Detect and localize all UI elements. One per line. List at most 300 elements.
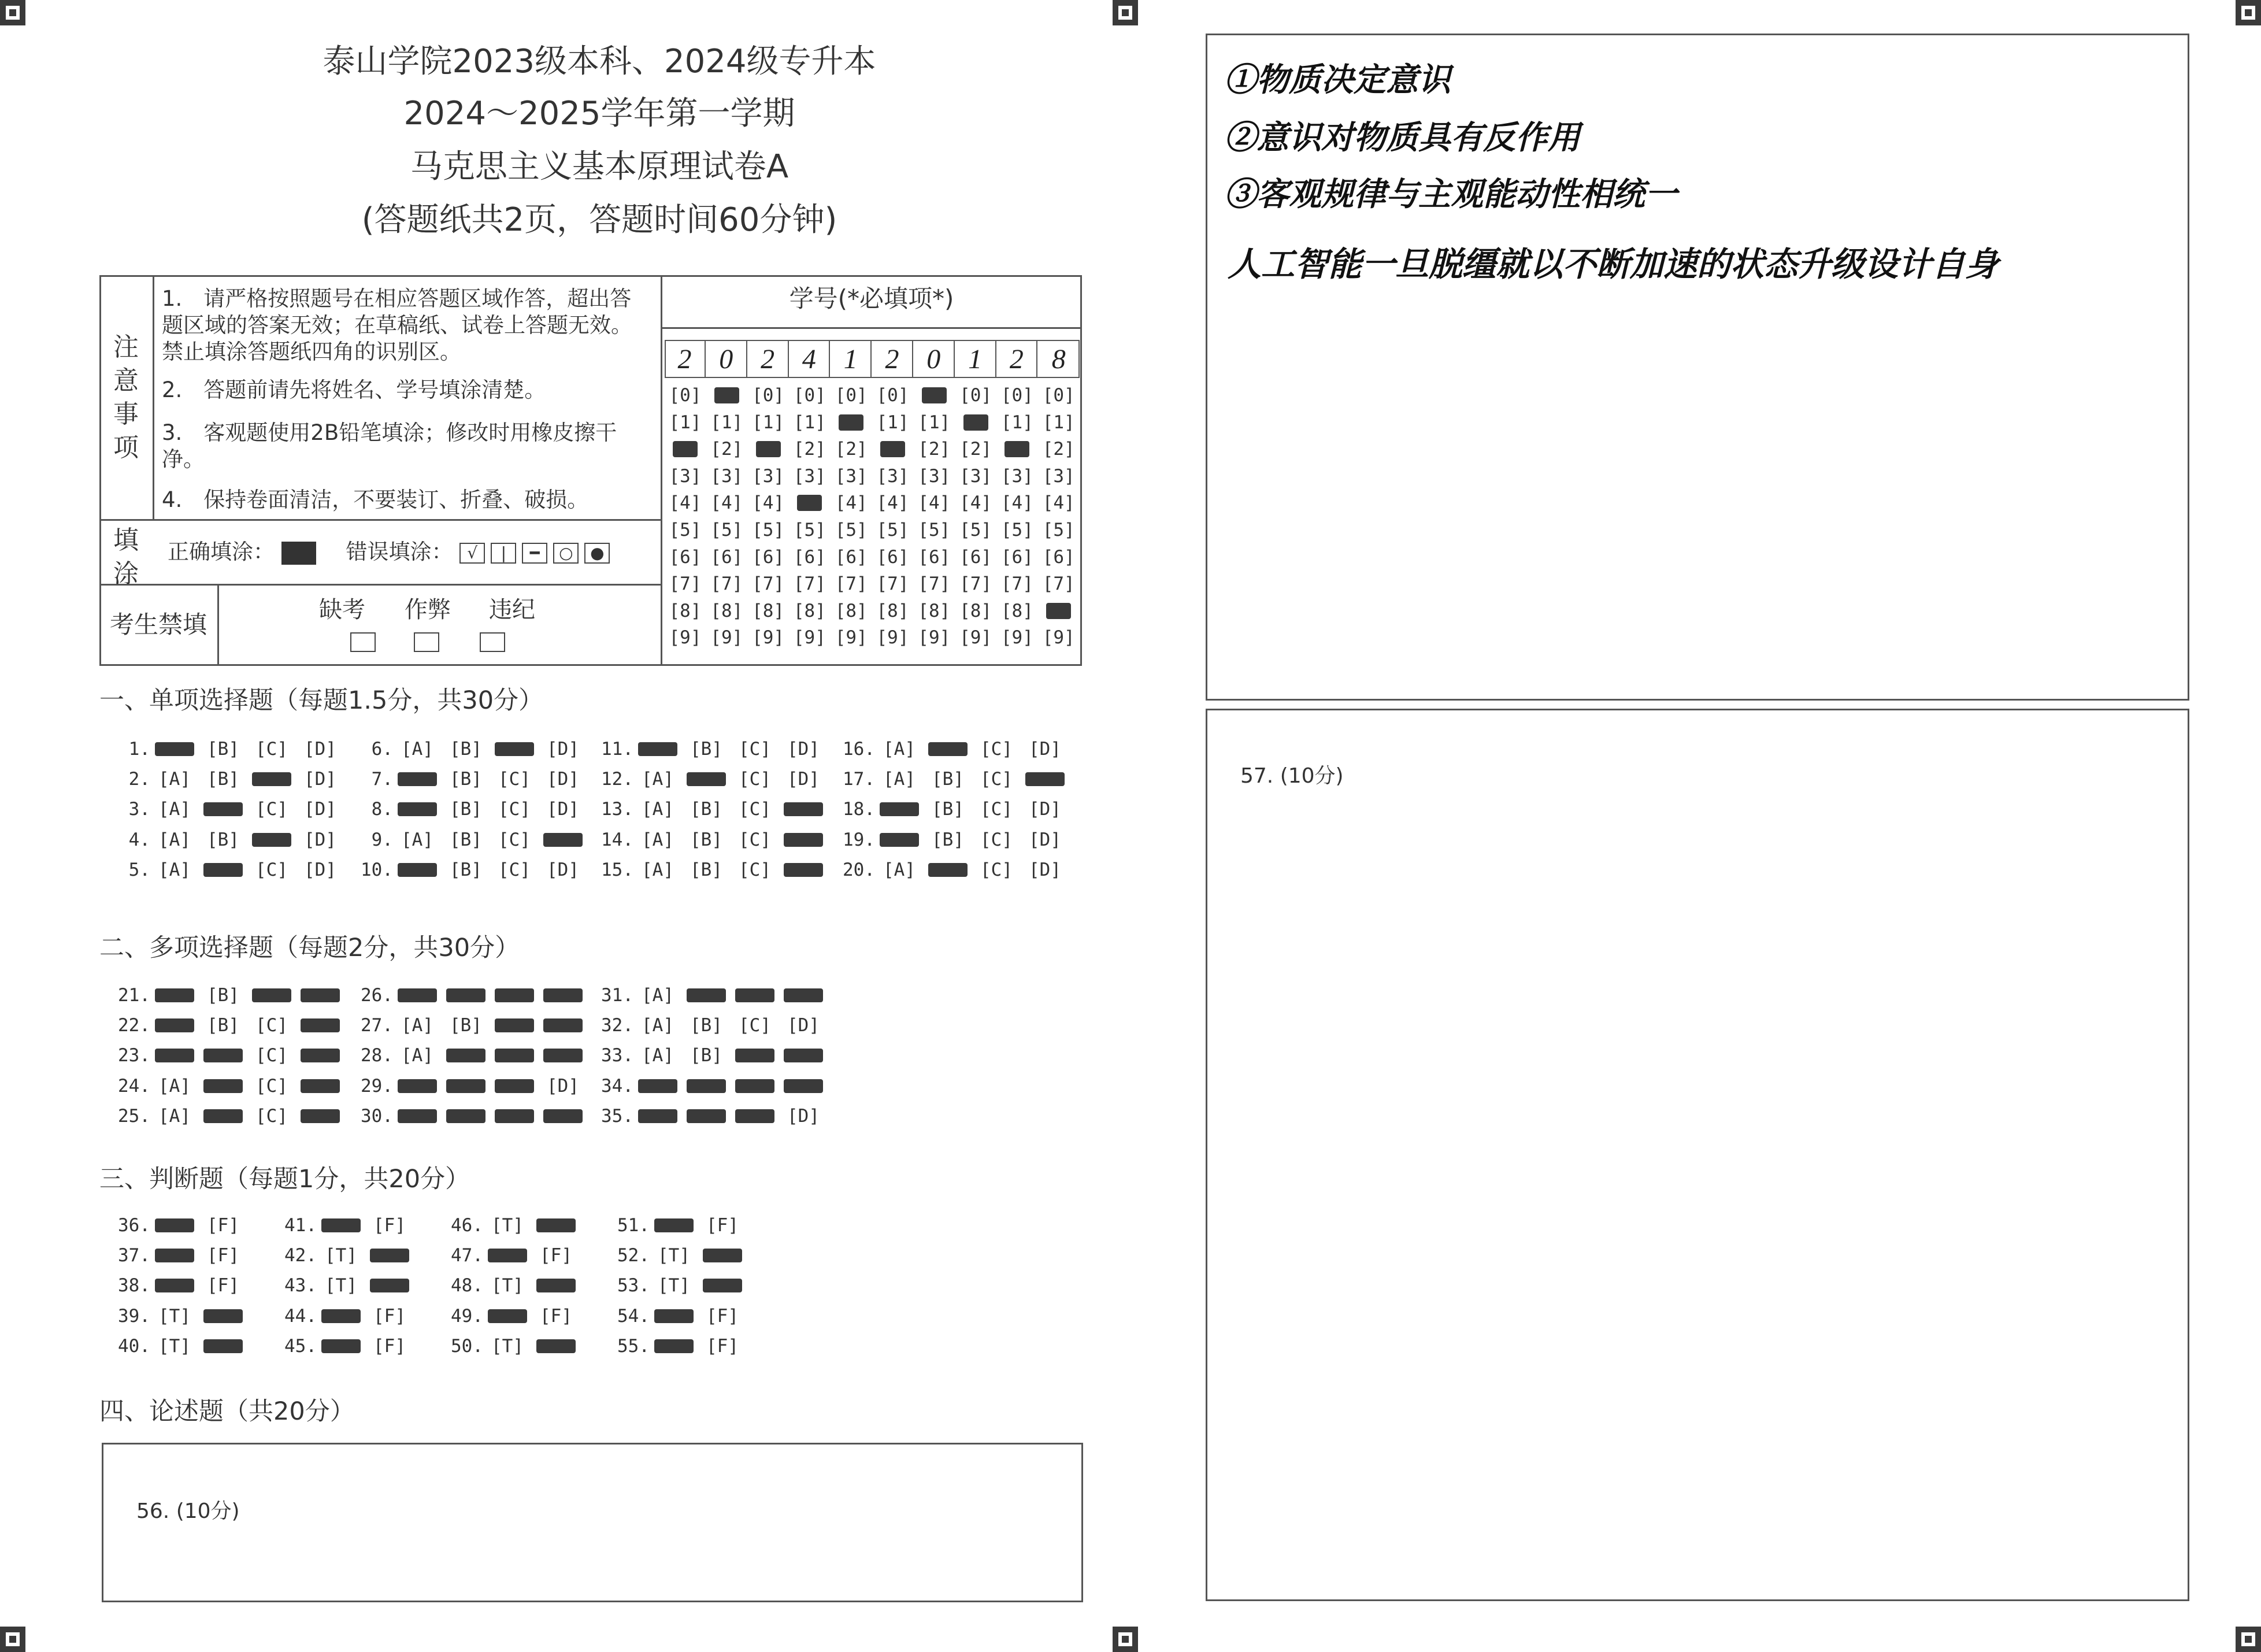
answer-bubble[interactable] bbox=[490, 984, 539, 1007]
answer-bubble[interactable] bbox=[199, 1105, 247, 1128]
student-id-bubble[interactable]: [3] bbox=[710, 465, 743, 487]
student-id-bubble[interactable] bbox=[706, 384, 747, 407]
student-id-bubble[interactable]: [1] bbox=[710, 412, 743, 433]
answer-bubble[interactable] bbox=[317, 1305, 365, 1328]
answer-bubble[interactable] bbox=[199, 858, 247, 881]
student-id-bubble[interactable] bbox=[789, 491, 830, 514]
student-id-bubble[interactable]: [9] bbox=[835, 627, 868, 649]
student-id-bubble[interactable]: [9] bbox=[876, 627, 909, 649]
student-id-bubble[interactable]: [4] bbox=[1042, 492, 1075, 514]
student-id-bubble[interactable]: [9] bbox=[1042, 627, 1075, 649]
student-id-bubble[interactable] bbox=[1038, 599, 1079, 623]
answer-bubble[interactable] bbox=[682, 1075, 731, 1098]
answer-bubble[interactable] bbox=[698, 1274, 747, 1297]
student-id-bubble[interactable]: [5] bbox=[793, 520, 826, 540]
student-id-bubble[interactable]: [0] bbox=[752, 385, 785, 406]
answer-bubble[interactable] bbox=[875, 798, 924, 821]
student-id-bubble[interactable]: [6] bbox=[793, 546, 826, 568]
answer-bubble[interactable]: [C] bbox=[498, 769, 531, 790]
answer-bubble[interactable]: [D] bbox=[1029, 799, 1061, 820]
answer-bubble[interactable] bbox=[247, 768, 296, 791]
answer-bubble[interactable] bbox=[393, 1075, 442, 1098]
answer-bubble[interactable] bbox=[365, 1244, 414, 1267]
answer-bubble[interactable] bbox=[442, 984, 490, 1007]
student-id-bubble[interactable]: [6] bbox=[1042, 546, 1075, 568]
answer-bubble[interactable]: [A] bbox=[642, 985, 674, 1006]
answer-bubble[interactable]: [C] bbox=[739, 859, 771, 880]
answer-bubble[interactable] bbox=[633, 738, 682, 761]
answer-bubble[interactable] bbox=[779, 1075, 828, 1098]
student-id-bubble[interactable]: [4] bbox=[918, 492, 951, 514]
answer-bubble[interactable] bbox=[682, 1105, 731, 1128]
student-id-bubble[interactable]: [9] bbox=[959, 627, 992, 649]
answer-bubble[interactable]: [A] bbox=[158, 1105, 191, 1127]
answer-bubble[interactable] bbox=[633, 1105, 682, 1128]
student-id-bubble[interactable]: [3] bbox=[876, 465, 909, 487]
student-id-bubble[interactable]: [1] bbox=[876, 412, 909, 433]
answer-bubble[interactable]: [B] bbox=[932, 769, 964, 790]
answer-bubble[interactable]: [A] bbox=[158, 859, 191, 880]
answer-bubble[interactable]: [C] bbox=[255, 859, 288, 880]
answer-bubble[interactable]: [B] bbox=[932, 829, 964, 850]
answer-bubble[interactable]: [B] bbox=[207, 1015, 239, 1036]
answer-bubble[interactable]: [A] bbox=[401, 1015, 433, 1036]
student-id-bubble[interactable]: [7] bbox=[793, 573, 826, 595]
answer-bubble[interactable]: [D] bbox=[304, 769, 336, 790]
answer-bubble[interactable]: [D] bbox=[787, 769, 820, 790]
answer-bubble[interactable]: [C] bbox=[255, 1105, 288, 1127]
student-id-bubble[interactable]: [2] bbox=[710, 439, 743, 460]
answer-bubble[interactable]: [F] bbox=[706, 1335, 739, 1357]
student-id-bubble[interactable]: [8] bbox=[1000, 600, 1033, 621]
student-id-digit: 2 bbox=[748, 341, 789, 378]
answer-bubble[interactable]: [D] bbox=[547, 739, 579, 760]
forbidden-cheat-box[interactable] bbox=[414, 632, 439, 652]
answer-bubble[interactable] bbox=[150, 1244, 199, 1267]
answer-bubble[interactable] bbox=[365, 1274, 414, 1297]
student-id-bubble[interactable]: [1] bbox=[793, 412, 826, 433]
answer-bubble[interactable]: [C] bbox=[739, 1015, 771, 1036]
answer-bubble[interactable] bbox=[393, 858, 442, 881]
answer-bubble[interactable]: [C] bbox=[255, 1045, 288, 1066]
answer-bubble[interactable] bbox=[150, 984, 199, 1007]
question-row bbox=[344, 768, 587, 791]
answer-bubble[interactable] bbox=[317, 1214, 365, 1237]
student-id-bubble[interactable]: [8] bbox=[918, 600, 951, 621]
answer-bubble[interactable]: [F] bbox=[540, 1245, 572, 1266]
student-id-bubble[interactable]: [0] bbox=[959, 385, 992, 406]
answer-bubble[interactable]: [F] bbox=[540, 1305, 572, 1327]
answer-bubble[interactable] bbox=[539, 1105, 587, 1128]
student-id-bubble[interactable]: [7] bbox=[1042, 573, 1075, 595]
answer-bubble[interactable]: [B] bbox=[207, 769, 239, 790]
forbidden-cheat: 作弊 bbox=[405, 597, 451, 623]
student-id-bubble[interactable]: [5] bbox=[752, 520, 785, 540]
forbidden-violation-box[interactable] bbox=[480, 632, 505, 652]
answer-bubble[interactable] bbox=[150, 738, 199, 761]
answer-bubble[interactable] bbox=[296, 984, 344, 1007]
answer-bubble[interactable]: [F] bbox=[373, 1335, 406, 1357]
student-id-bubble[interactable]: [9] bbox=[1000, 627, 1033, 649]
answer-bubble[interactable] bbox=[539, 1014, 587, 1037]
answer-bubble[interactable] bbox=[779, 828, 828, 851]
answer-bubble[interactable]: [B] bbox=[690, 1015, 722, 1036]
answer-bubble[interactable]: [C] bbox=[255, 799, 288, 820]
student-id-bubble[interactable]: [9] bbox=[752, 627, 785, 649]
student-id-digit: 1 bbox=[955, 341, 996, 378]
student-id-bubble[interactable]: [7] bbox=[1000, 573, 1033, 595]
answer-bubble[interactable] bbox=[924, 858, 972, 881]
answer-bubble[interactable] bbox=[539, 828, 587, 851]
student-id-bubble[interactable]: [7] bbox=[918, 573, 951, 595]
student-id-bubble[interactable]: [6] bbox=[835, 546, 868, 568]
answer-bubble[interactable]: [B] bbox=[690, 859, 722, 880]
answer-bubble[interactable] bbox=[698, 1244, 747, 1267]
answer-bubble[interactable] bbox=[650, 1305, 698, 1328]
answer-bubble[interactable] bbox=[490, 1014, 539, 1037]
answer-bubble[interactable] bbox=[150, 1014, 199, 1037]
answer-bubble[interactable] bbox=[247, 828, 296, 851]
answer-bubble[interactable] bbox=[490, 1075, 539, 1098]
answer-bubble[interactable]: [C] bbox=[980, 829, 1013, 850]
student-id-bubble[interactable]: [0] bbox=[1000, 385, 1033, 406]
answer-bubble[interactable]: [A] bbox=[883, 859, 915, 880]
answer-bubble[interactable]: [B] bbox=[690, 739, 722, 760]
answer-bubble[interactable]: [C] bbox=[739, 829, 771, 850]
answer-bubble[interactable]: [D] bbox=[547, 769, 579, 790]
answer-bubble[interactable]: [F] bbox=[207, 1275, 239, 1297]
student-id-bubble[interactable] bbox=[914, 384, 955, 407]
student-id-bubble[interactable]: [1] bbox=[752, 412, 785, 433]
student-id-bubble[interactable]: [8] bbox=[710, 600, 743, 621]
student-id-bubble[interactable]: [1] bbox=[1042, 412, 1075, 433]
answer-bubble[interactable]: [F] bbox=[706, 1215, 739, 1236]
student-id-bubble[interactable]: [5] bbox=[1042, 520, 1075, 540]
answer-bubble[interactable]: [A] bbox=[401, 829, 433, 850]
answer-bubble[interactable]: [D] bbox=[304, 859, 336, 880]
answer-bubble[interactable]: [T] bbox=[325, 1245, 357, 1266]
answer-bubble[interactable]: [B] bbox=[450, 859, 482, 880]
answer-bubble[interactable] bbox=[442, 1075, 490, 1098]
student-id-bubble[interactable]: [0] bbox=[876, 385, 909, 406]
answer-bubble[interactable]: [A] bbox=[401, 1045, 433, 1066]
student-id-bubble[interactable]: [8] bbox=[835, 600, 868, 621]
answer-bubble[interactable]: [B] bbox=[450, 829, 482, 850]
answer-bubble[interactable]: [B] bbox=[450, 1015, 482, 1036]
student-id-bubble[interactable]: [0] bbox=[1042, 385, 1075, 406]
answer-bubble[interactable] bbox=[393, 984, 442, 1007]
answer-bubble[interactable]: [C] bbox=[498, 829, 531, 850]
answer-bubble[interactable]: [B] bbox=[450, 769, 482, 790]
student-id-bubble[interactable]: [6] bbox=[959, 546, 992, 568]
student-id-bubble[interactable]: [4] bbox=[959, 492, 992, 514]
forbidden-absent: 缺考 bbox=[319, 597, 365, 623]
student-id-bubble[interactable]: [5] bbox=[835, 520, 868, 540]
student-id-bubble[interactable]: [0] bbox=[793, 385, 826, 406]
student-id-bubble[interactable]: [4] bbox=[752, 492, 785, 514]
answer-bubble[interactable] bbox=[650, 1335, 698, 1358]
student-id-bubble[interactable] bbox=[955, 411, 996, 434]
student-id-bubble[interactable]: [3] bbox=[1000, 465, 1033, 487]
student-id-bubble[interactable]: [3] bbox=[793, 465, 826, 487]
answer-bubble[interactable]: [B] bbox=[207, 829, 239, 850]
student-id-bubble[interactable]: [9] bbox=[669, 627, 702, 649]
answer-bubble[interactable] bbox=[247, 984, 296, 1007]
answer-bubble[interactable]: [A] bbox=[158, 1075, 191, 1097]
answer-bubble[interactable]: [C] bbox=[980, 769, 1013, 790]
answer-bubble[interactable]: [A] bbox=[642, 799, 674, 820]
answer-bubble[interactable]: [T] bbox=[491, 1335, 524, 1357]
answer-bubble[interactable] bbox=[199, 1335, 247, 1358]
student-id-bubble[interactable]: [5] bbox=[710, 520, 743, 540]
answer-bubble[interactable] bbox=[682, 984, 731, 1007]
answer-bubble[interactable]: [C] bbox=[739, 769, 771, 790]
answer-bubble[interactable]: [T] bbox=[325, 1275, 357, 1297]
answer-bubble[interactable] bbox=[490, 1044, 539, 1067]
answer-bubble[interactable]: [F] bbox=[207, 1245, 239, 1266]
question-row bbox=[102, 798, 344, 821]
answer-bubble[interactable] bbox=[393, 768, 442, 791]
answer-bubble[interactable] bbox=[150, 1214, 199, 1237]
student-id-bubble[interactable]: [3] bbox=[669, 465, 702, 487]
student-id-bubble[interactable]: [1] bbox=[1000, 412, 1033, 433]
answer-bubble[interactable] bbox=[199, 1305, 247, 1328]
answer-bubble[interactable]: [C] bbox=[980, 799, 1013, 820]
student-id-bubble[interactable]: [4] bbox=[876, 492, 909, 514]
answer-bubble[interactable]: [C] bbox=[255, 1075, 288, 1097]
student-id-bubble[interactable]: [8] bbox=[669, 600, 702, 621]
answer-bubble[interactable] bbox=[532, 1274, 580, 1297]
answer-bubble[interactable] bbox=[442, 1044, 490, 1067]
answer-bubble[interactable] bbox=[539, 984, 587, 1007]
answer-bubble[interactable] bbox=[650, 1214, 698, 1237]
student-id-bubble[interactable]: [8] bbox=[793, 600, 826, 621]
answer-bubble[interactable] bbox=[490, 738, 539, 761]
student-id-bubble[interactable] bbox=[996, 438, 1037, 461]
answer-bubble[interactable]: [A] bbox=[883, 769, 915, 790]
answer-bubble[interactable]: [C] bbox=[739, 799, 771, 820]
answer-bubble[interactable]: [A] bbox=[642, 1015, 674, 1036]
student-id-bubble[interactable]: [2] bbox=[959, 439, 992, 460]
student-id-bubble[interactable] bbox=[748, 438, 789, 461]
answer-bubble[interactable]: [A] bbox=[401, 739, 433, 760]
answer-bubble[interactable]: [D] bbox=[1029, 859, 1061, 880]
student-id-bubble[interactable]: [6] bbox=[876, 546, 909, 568]
student-id-bubble[interactable]: [3] bbox=[835, 465, 868, 487]
answer-bubble[interactable]: [A] bbox=[642, 859, 674, 880]
answer-bubble[interactable] bbox=[779, 798, 828, 821]
answer-bubble[interactable]: [F] bbox=[207, 1215, 239, 1236]
answer-bubble[interactable] bbox=[1021, 768, 1069, 791]
answer-bubble[interactable]: [F] bbox=[373, 1305, 406, 1327]
student-id-bubble[interactable]: [7] bbox=[835, 573, 868, 595]
student-id-bubble[interactable]: [5] bbox=[1000, 520, 1033, 540]
student-id-bubble[interactable]: [5] bbox=[669, 520, 702, 540]
answer-bubble[interactable]: [C] bbox=[255, 1015, 288, 1036]
answer-bubble[interactable]: [D] bbox=[787, 739, 820, 760]
answer-bubble[interactable]: [B] bbox=[450, 799, 482, 820]
question-row bbox=[102, 1075, 344, 1098]
forbidden-absent-box[interactable] bbox=[350, 632, 376, 652]
answer-bubble[interactable]: [C] bbox=[980, 739, 1013, 760]
answer-bubble[interactable] bbox=[483, 1244, 532, 1267]
student-id-bubble[interactable]: [4] bbox=[710, 492, 743, 514]
student-id-bubble[interactable]: [5] bbox=[959, 520, 992, 540]
answer-bubble[interactable] bbox=[490, 1105, 539, 1128]
answer-bubble[interactable]: [T] bbox=[491, 1215, 524, 1236]
student-id-bubble[interactable]: [6] bbox=[1000, 546, 1033, 568]
answer-bubble[interactable] bbox=[875, 828, 924, 851]
student-id-bubble[interactable]: [6] bbox=[752, 546, 785, 568]
student-id-bubble[interactable]: [1] bbox=[669, 412, 702, 433]
answer-bubble[interactable] bbox=[296, 1014, 344, 1037]
student-id-bubble[interactable]: [3] bbox=[918, 465, 951, 487]
student-id-bubble[interactable]: [5] bbox=[876, 520, 909, 540]
answer-bubble[interactable]: [B] bbox=[690, 1045, 722, 1066]
answer-bubble[interactable] bbox=[296, 1044, 344, 1067]
student-id-bubble[interactable]: [9] bbox=[918, 627, 951, 649]
answer-bubble[interactable] bbox=[532, 1214, 580, 1237]
student-id-bubble[interactable]: [8] bbox=[876, 600, 909, 621]
answer-bubble[interactable]: [T] bbox=[658, 1275, 690, 1297]
answer-bubble[interactable] bbox=[296, 1075, 344, 1098]
student-id-bubble[interactable] bbox=[872, 438, 913, 461]
answer-bubble[interactable] bbox=[199, 1044, 247, 1067]
answer-bubble[interactable] bbox=[682, 768, 731, 791]
answer-bubble[interactable]: [D] bbox=[547, 799, 579, 820]
answer-box-56[interactable] bbox=[102, 1443, 1083, 1602]
student-id-bubble[interactable]: [4] bbox=[1000, 492, 1033, 514]
answer-bubble[interactable] bbox=[317, 1335, 365, 1358]
answer-bubble[interactable]: [B] bbox=[207, 985, 239, 1006]
answer-bubble[interactable]: [C] bbox=[498, 799, 531, 820]
answer-bubble[interactable]: [A] bbox=[642, 829, 674, 850]
answer-bubble[interactable] bbox=[779, 1044, 828, 1067]
student-id-bubble[interactable]: [6] bbox=[710, 546, 743, 568]
student-id-bubble[interactable]: [3] bbox=[752, 465, 785, 487]
student-id-bubble[interactable]: [7] bbox=[752, 573, 785, 595]
student-id-bubble[interactable]: [1] bbox=[918, 412, 951, 433]
answer-bubble[interactable]: [A] bbox=[883, 739, 915, 760]
answer-bubble[interactable] bbox=[150, 1274, 199, 1297]
answer-bubble[interactable]: [D] bbox=[787, 1105, 820, 1127]
answer-bubble[interactable]: [D] bbox=[547, 1075, 579, 1097]
answer-bubble[interactable] bbox=[731, 1105, 779, 1128]
answer-bubble[interactable]: [C] bbox=[255, 739, 288, 760]
student-id-bubble[interactable]: [4] bbox=[835, 492, 868, 514]
student-id-bubble[interactable]: [2] bbox=[1042, 439, 1075, 460]
answer-bubble[interactable]: [D] bbox=[304, 739, 336, 760]
student-id-bubble[interactable]: [9] bbox=[793, 627, 826, 649]
answer-bubble[interactable] bbox=[150, 1044, 199, 1067]
answer-bubble[interactable]: [D] bbox=[1029, 829, 1061, 850]
answer-bubble[interactable]: [A] bbox=[158, 829, 191, 850]
student-id-bubble[interactable]: [5] bbox=[918, 520, 951, 540]
student-id-bubble[interactable]: [2] bbox=[835, 439, 868, 460]
answer-bubble[interactable]: [B] bbox=[690, 799, 722, 820]
answer-bubble[interactable]: [C] bbox=[498, 859, 531, 880]
answer-bubble[interactable]: [F] bbox=[706, 1305, 739, 1327]
answer-bubble[interactable]: [B] bbox=[207, 739, 239, 760]
question-row bbox=[601, 1214, 747, 1237]
student-id-bubble[interactable]: [3] bbox=[959, 465, 992, 487]
student-id-bubble[interactable]: [9] bbox=[710, 627, 743, 649]
answer-bubble[interactable] bbox=[731, 1075, 779, 1098]
answer-bubble[interactable] bbox=[532, 1335, 580, 1358]
answer-bubble[interactable] bbox=[393, 1105, 442, 1128]
student-id-bubble[interactable]: [7] bbox=[669, 573, 702, 595]
answer-bubble[interactable] bbox=[539, 1044, 587, 1067]
answer-bubble[interactable] bbox=[199, 1075, 247, 1098]
answer-bubble[interactable]: [D] bbox=[787, 1015, 820, 1036]
student-id-bubble[interactable]: [6] bbox=[669, 546, 702, 568]
student-id-bubble[interactable]: [8] bbox=[959, 600, 992, 621]
question-row bbox=[268, 1274, 414, 1297]
answer-bubble[interactable] bbox=[296, 1105, 344, 1128]
correct-fill-label: 正确填涂： bbox=[168, 539, 275, 564]
answer-bubble[interactable]: [T] bbox=[491, 1275, 524, 1297]
answer-bubble[interactable]: [F] bbox=[373, 1215, 406, 1236]
question-number: 36. bbox=[118, 1215, 150, 1236]
student-id-bubble[interactable]: [6] bbox=[918, 546, 951, 568]
answer-bubble[interactable]: [A] bbox=[158, 769, 191, 790]
student-id-bubble[interactable]: [4] bbox=[669, 492, 702, 514]
answer-bubble[interactable] bbox=[924, 738, 972, 761]
answer-bubble[interactable] bbox=[633, 1075, 682, 1098]
answer-bubble[interactable]: [D] bbox=[1029, 739, 1061, 760]
answer-bubble[interactable]: [C] bbox=[980, 859, 1013, 880]
answer-bubble[interactable]: [B] bbox=[932, 799, 964, 820]
student-id-bubble[interactable]: [7] bbox=[710, 573, 743, 595]
answer-bubble[interactable]: [D] bbox=[304, 829, 336, 850]
student-id-bubble[interactable]: [7] bbox=[959, 573, 992, 595]
question-number: 13. bbox=[601, 799, 633, 820]
student-id-bubble[interactable]: [8] bbox=[752, 600, 785, 621]
answer-bubble[interactable] bbox=[483, 1305, 532, 1328]
student-id-bubble[interactable]: [0] bbox=[669, 385, 702, 406]
student-id-bubble[interactable]: [7] bbox=[876, 573, 909, 595]
answer-bubble[interactable]: [T] bbox=[658, 1245, 690, 1266]
student-id-digit: 2 bbox=[996, 341, 1037, 378]
student-id-bubble[interactable]: [0] bbox=[835, 385, 868, 406]
student-id-bubble[interactable]: [3] bbox=[1042, 465, 1075, 487]
answer-bubble[interactable]: [B] bbox=[690, 829, 722, 850]
answer-bubble[interactable]: [T] bbox=[158, 1335, 191, 1357]
answer-bubble[interactable]: [B] bbox=[450, 739, 482, 760]
answer-bubble[interactable]: [C] bbox=[739, 739, 771, 760]
student-id-bubble[interactable]: [2] bbox=[793, 439, 826, 460]
answer-bubble[interactable]: [A] bbox=[642, 1045, 674, 1066]
answer-bubble[interactable]: [A] bbox=[158, 799, 191, 820]
answer-bubble[interactable]: [T] bbox=[158, 1305, 191, 1327]
student-id-bubble[interactable] bbox=[831, 411, 872, 434]
answer-bubble[interactable] bbox=[731, 1044, 779, 1067]
answer-bubble[interactable] bbox=[199, 798, 247, 821]
answer-bubble[interactable] bbox=[731, 984, 779, 1007]
question-number: 39. bbox=[118, 1305, 150, 1327]
answer-bubble[interactable]: [D] bbox=[304, 799, 336, 820]
answer-bubble[interactable]: [D] bbox=[547, 859, 579, 880]
answer-box-57[interactable] bbox=[1206, 709, 2189, 1601]
answer-bubble[interactable] bbox=[779, 858, 828, 881]
answer-bubble[interactable] bbox=[779, 984, 828, 1007]
note-item-2: 2. 答题前请先将姓名、学号填涂清楚。 bbox=[162, 377, 546, 402]
answer-bubble[interactable] bbox=[442, 1105, 490, 1128]
student-id-bubble[interactable]: [2] bbox=[918, 439, 951, 460]
answer-bubble[interactable]: [A] bbox=[642, 769, 674, 790]
student-id-bubble[interactable] bbox=[665, 438, 706, 461]
answer-bubble[interactable] bbox=[393, 798, 442, 821]
